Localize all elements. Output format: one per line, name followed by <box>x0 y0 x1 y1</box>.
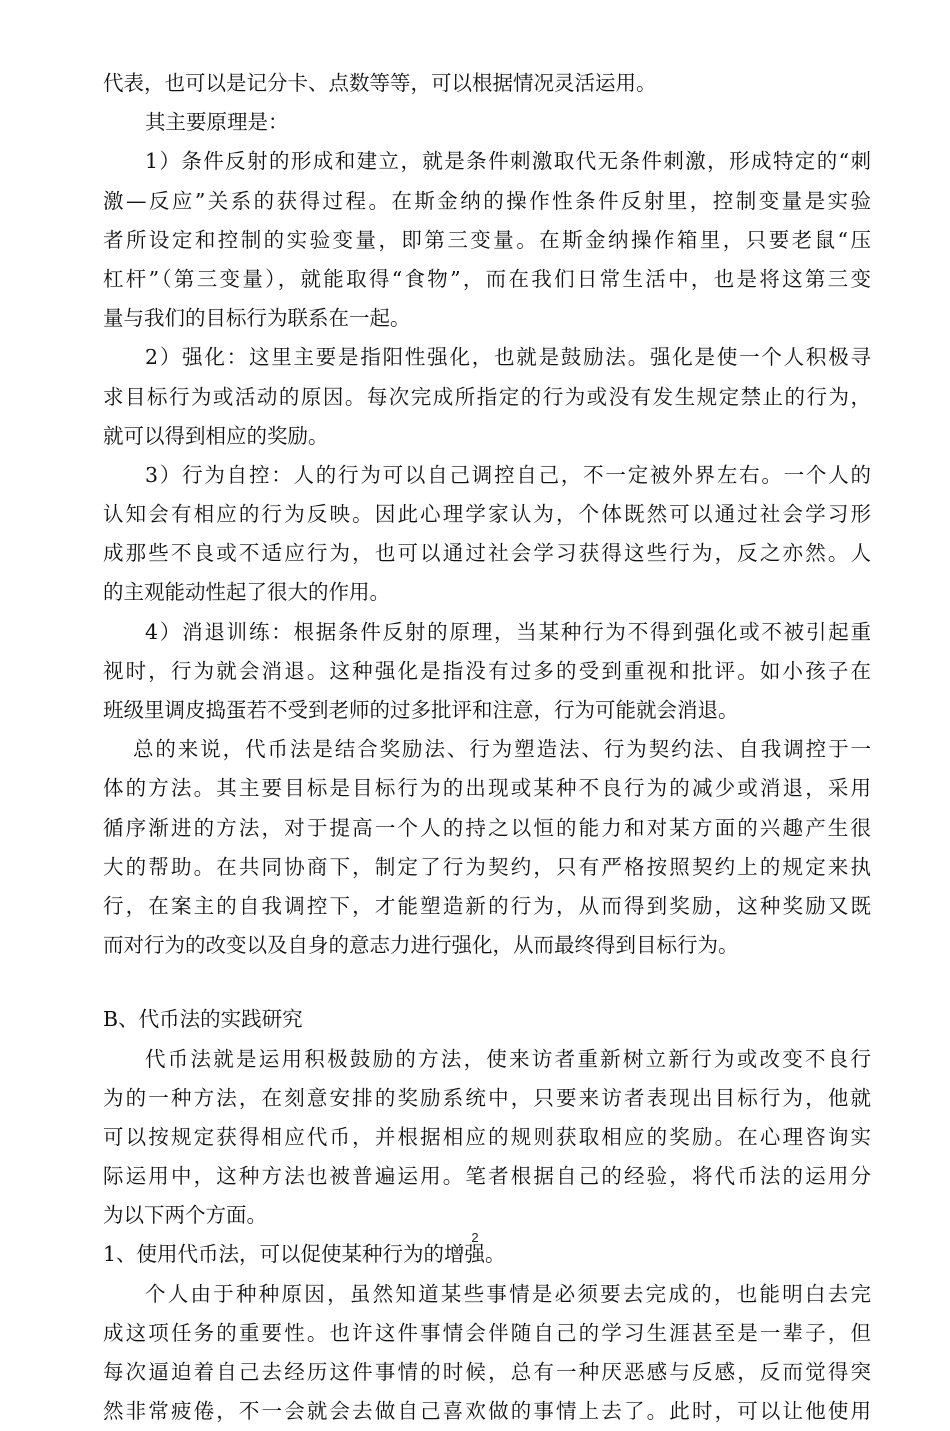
text-line: 际运用中，这种方法也被普遍运用。笔者根据自己的经验，将代币法的运用分 <box>103 1164 871 1189</box>
text-line: 体的方法。其主要目标是目标行为的出现或某种不良行为的减少或消退，采用 <box>103 776 871 801</box>
text-line: 3）行为自控：人的行为可以自己调控自己，不一定被外界左右。一个人的 <box>145 462 871 487</box>
text-line: 认知会有相应的行为反映。因此心理学家认为，个体既然可以通过社会学习形 <box>103 502 871 527</box>
text-line: 激—反应”关系的获得过程。在斯金纳的操作性条件反射里，控制变量是实验 <box>103 188 871 213</box>
text-line: 代币法就是运用积极鼓励的方法，使来访者重新树立新行为或改变不良行 <box>145 1046 871 1071</box>
text-line: 循序渐进的方法，对于提高一个人的持之以恒的能力和对某方面的兴趣产生很 <box>103 815 871 840</box>
text-line: 就可以得到相应的奖励。 <box>103 423 329 448</box>
text-line: 量与我们的目标行为联系在一起。 <box>103 306 411 331</box>
text-line: 代表，也可以是记分卡、点数等等，可以根据情况灵活运用。 <box>103 71 657 95</box>
text-line: 为以下两个方面。 <box>103 1203 267 1228</box>
text-line: 班级里调皮捣蛋若不受到老师的过多批评和注意，行为可能就会消退。 <box>103 698 739 722</box>
text-line: 每次逼迫着自己去经历这件事情的时候，总有一种厌恶感与反感，反而觉得突 <box>103 1360 871 1384</box>
text-line: 个人由于种种原因，虽然知道某些事情是必须要去完成的，也能明白去完 <box>145 1281 871 1306</box>
text-line: 可以按规定获得相应代币，并根据相应的规则获取相应的奖励。在心理咨询实 <box>103 1124 871 1149</box>
text-line: 其主要原理是： <box>145 110 289 135</box>
page-number: 2 <box>471 1230 479 1245</box>
text-line: 4）消退训练：根据条件反射的原理，当某种行为不得到强化或不被引起重 <box>145 619 871 644</box>
text-line: 而对行为的改变以及自身的意志力进行强化，从而最终得到目标行为。 <box>103 933 739 958</box>
text-line: 者所设定和控制的实验变量，即第三变量。在斯金纳操作箱里，只要老鼠“压 <box>103 227 871 252</box>
text-line: 行，在案主的自我调控下，才能塑造新的行为，从而得到奖励，这种奖励又既 <box>103 893 871 918</box>
text-line: 为的一种方法，在刻意安排的奖励系统中，只要来访者表现出目标行为，他就 <box>103 1085 871 1110</box>
paragraph-gap <box>103 965 871 1000</box>
text-line: 总的来说，代币法是结合奖励法、行为塑造法、行为契约法、自我调控于一 <box>133 737 871 762</box>
text-line: 视时，行为就会消退。这种强化是指没有过多的受到重视和批评。如小孩子在 <box>103 658 871 683</box>
section-heading: B、代币法的实践研究 <box>103 1007 303 1032</box>
text-line: 成这项任务的重要性。也许这件事情会伴随自己的学习生涯甚至是一辈子，但 <box>103 1320 871 1345</box>
document-body <box>103 64 871 1431</box>
text-line: 2）强化：这里主要是指阳性强化，也就是鼓励法。强化是使一个人积极寻 <box>145 345 871 370</box>
text-line: 然非常疲倦，不一会就会去做自己喜欢做的事情上去了。此时，可以让他使用 <box>103 1399 871 1424</box>
text-line: 的主观能动性起了很大的作用。 <box>103 580 390 605</box>
text-line: 1）条件反射的形成和建立，就是条件刺激取代无条件刺激，形成特定的“刺 <box>145 149 871 174</box>
text-line: 杠杆”（第三变量），就能取得“食物”，而在我们日常生活中，也是将这第三变 <box>103 266 871 291</box>
text-line: 求目标行为或活动的原因。每次完成所指定的行为或没有发生规定禁止的行为， <box>103 384 871 409</box>
text-line: 大的帮助。在共同协商下，制定了行为契约，只有严格按照契约上的规定来执 <box>103 854 871 879</box>
subsection-heading: 1、使用代币法，可以促使某种行为的增强。 <box>103 1242 506 1267</box>
text-line: 成那些不良或不适应行为，也可以通过社会学习获得这些行为，反之亦然。人 <box>103 541 871 566</box>
